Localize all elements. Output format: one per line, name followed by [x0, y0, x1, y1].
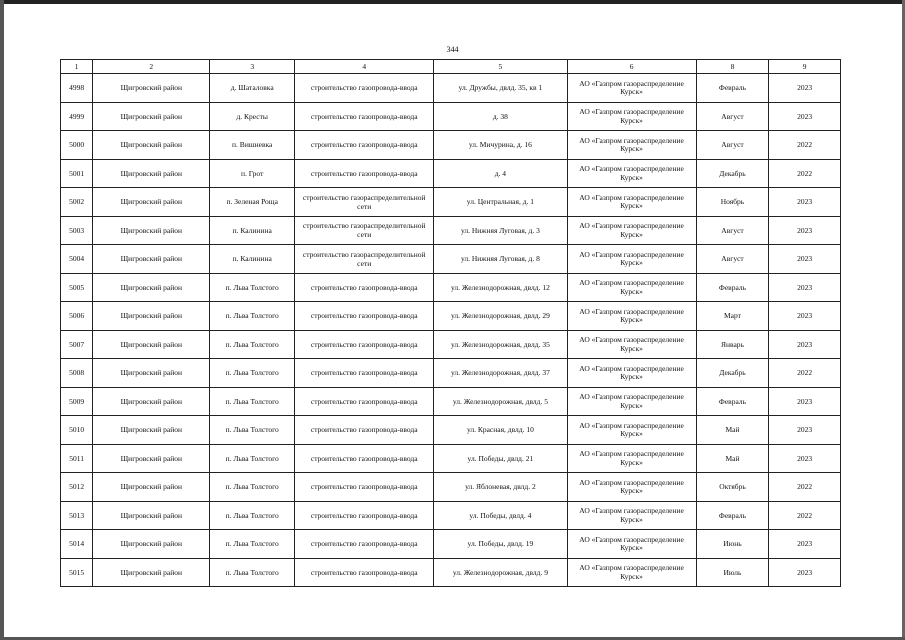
- row-number-cell: 5002: [61, 188, 93, 217]
- table-row: [61, 188, 841, 217]
- month-cell: Февраль: [696, 387, 769, 416]
- address-cell: ул. Железнодорожная, двлд. 37: [434, 359, 567, 388]
- work-type-cell: строительство газопровода-ввода: [295, 74, 434, 103]
- district-cell: Щигровский район: [93, 416, 210, 445]
- header-col-1: 1: [61, 60, 93, 74]
- month-cell: Август: [696, 216, 769, 245]
- year-cell: 2022: [769, 473, 841, 502]
- page-number: 344: [446, 45, 459, 54]
- owner-cell: АО «Газпром газораспределение Курск»: [567, 102, 696, 131]
- year-cell: 2023: [769, 216, 841, 245]
- month-cell: Октябрь: [696, 473, 769, 502]
- owner-cell: АО «Газпром газораспределение Курск»: [567, 159, 696, 188]
- district-cell: Щигровский район: [93, 473, 210, 502]
- address-cell: ул. Победы, двлд. 21: [434, 444, 567, 473]
- settlement-cell: д. Кресты: [210, 102, 295, 131]
- table-row: [61, 245, 841, 274]
- month-cell: Май: [696, 416, 769, 445]
- month-cell: Июль: [696, 558, 769, 587]
- address-cell: ул. Центральная, д. 1: [434, 188, 567, 217]
- header-col-2: 2: [93, 60, 210, 74]
- row-number-cell: 5001: [61, 159, 93, 188]
- address-cell: ул. Победы, двлд. 4: [434, 501, 567, 530]
- row-number-cell: 5013: [61, 501, 93, 530]
- address-cell: ул. Нижняя Луговая, д. 3: [434, 216, 567, 245]
- row-number-cell: 5015: [61, 558, 93, 587]
- month-cell: Февраль: [696, 273, 769, 302]
- year-cell: 2022: [769, 131, 841, 160]
- address-cell: ул. Нижняя Луговая, д. 8: [434, 245, 567, 274]
- district-cell: Щигровский район: [93, 159, 210, 188]
- district-cell: Щигровский район: [93, 302, 210, 331]
- year-cell: 2023: [769, 302, 841, 331]
- month-cell: Февраль: [696, 501, 769, 530]
- header-col-9: 9: [769, 60, 841, 74]
- settlement-cell: п. Льва Толстого: [210, 558, 295, 587]
- year-cell: 2022: [769, 159, 841, 188]
- scan-border-top: [0, 0, 905, 4]
- month-cell: Февраль: [696, 74, 769, 103]
- table-row: [61, 530, 841, 559]
- header-row: [61, 60, 841, 74]
- settlement-cell: д. Шаталовка: [210, 74, 295, 103]
- month-cell: Декабрь: [696, 359, 769, 388]
- owner-cell: АО «Газпром газораспределение Курск»: [567, 501, 696, 530]
- table-row: [61, 102, 841, 131]
- table-row: [61, 558, 841, 587]
- row-number-cell: 5010: [61, 416, 93, 445]
- owner-cell: АО «Газпром газораспределение Курск»: [567, 530, 696, 559]
- table-row: [61, 131, 841, 160]
- district-cell: Щигровский район: [93, 387, 210, 416]
- month-cell: Май: [696, 444, 769, 473]
- year-cell: 2023: [769, 188, 841, 217]
- settlement-cell: п. Льва Толстого: [210, 530, 295, 559]
- year-cell: 2023: [769, 245, 841, 274]
- address-cell: ул. Железнодорожная, двлд. 29: [434, 302, 567, 331]
- work-type-cell: строительство газораспределительной сети: [295, 188, 434, 217]
- table-row: [61, 302, 841, 331]
- table-row: [61, 416, 841, 445]
- row-number-cell: 5012: [61, 473, 93, 502]
- owner-cell: АО «Газпром газораспределение Курск»: [567, 359, 696, 388]
- row-number-cell: 5014: [61, 530, 93, 559]
- header-col-6: 6: [567, 60, 696, 74]
- work-type-cell: строительство газопровода-ввода: [295, 159, 434, 188]
- month-cell: Март: [696, 302, 769, 331]
- settlement-cell: п. Льва Толстого: [210, 387, 295, 416]
- address-cell: д. 4: [434, 159, 567, 188]
- work-type-cell: строительство газопровода-ввода: [295, 302, 434, 331]
- gasification-table: [60, 59, 841, 587]
- owner-cell: АО «Газпром газораспределение Курск»: [567, 444, 696, 473]
- address-cell: ул. Железнодорожная, двлд. 35: [434, 330, 567, 359]
- row-number-cell: 5003: [61, 216, 93, 245]
- district-cell: Щигровский район: [93, 245, 210, 274]
- table-row: [61, 444, 841, 473]
- work-type-cell: строительство газопровода-ввода: [295, 501, 434, 530]
- year-cell: 2023: [769, 530, 841, 559]
- row-number-cell: 5004: [61, 245, 93, 274]
- year-cell: 2023: [769, 273, 841, 302]
- owner-cell: АО «Газпром газораспределение Курск»: [567, 387, 696, 416]
- year-cell: 2022: [769, 359, 841, 388]
- row-number-cell: 5005: [61, 273, 93, 302]
- address-cell: ул. Яблоневая, двлд. 2: [434, 473, 567, 502]
- table-row: [61, 273, 841, 302]
- owner-cell: АО «Газпром газораспределение Курск»: [567, 188, 696, 217]
- owner-cell: АО «Газпром газораспределение Курск»: [567, 330, 696, 359]
- year-cell: 2023: [769, 387, 841, 416]
- month-cell: Ноябрь: [696, 188, 769, 217]
- settlement-cell: п. Льва Толстого: [210, 444, 295, 473]
- row-number-cell: 4998: [61, 74, 93, 103]
- table-row: [61, 159, 841, 188]
- work-type-cell: строительство газопровода-ввода: [295, 387, 434, 416]
- table-header: [61, 60, 841, 74]
- work-type-cell: строительство газопровода-ввода: [295, 131, 434, 160]
- year-cell: 2023: [769, 330, 841, 359]
- district-cell: Щигровский район: [93, 558, 210, 587]
- owner-cell: АО «Газпром газораспределение Курск»: [567, 473, 696, 502]
- settlement-cell: п. Льва Толстого: [210, 501, 295, 530]
- settlement-cell: п. Калинина: [210, 216, 295, 245]
- year-cell: 2023: [769, 444, 841, 473]
- month-cell: Август: [696, 131, 769, 160]
- table-row: [61, 74, 841, 103]
- district-cell: Щигровский район: [93, 188, 210, 217]
- year-cell: 2023: [769, 74, 841, 103]
- table-row: [61, 501, 841, 530]
- work-type-cell: строительство газопровода-ввода: [295, 444, 434, 473]
- owner-cell: АО «Газпром газораспределение Курск»: [567, 245, 696, 274]
- row-number-cell: 5008: [61, 359, 93, 388]
- settlement-cell: п. Зеленая Роща: [210, 188, 295, 217]
- district-cell: Щигровский район: [93, 102, 210, 131]
- month-cell: Декабрь: [696, 159, 769, 188]
- row-number-cell: 5009: [61, 387, 93, 416]
- header-col-3: 3: [210, 60, 295, 74]
- settlement-cell: п. Вишневка: [210, 131, 295, 160]
- district-cell: Щигровский район: [93, 530, 210, 559]
- district-cell: Щигровский район: [93, 131, 210, 160]
- table-row: [61, 359, 841, 388]
- year-cell: 2023: [769, 558, 841, 587]
- address-cell: ул. Красная, двлд. 10: [434, 416, 567, 445]
- work-type-cell: строительство газопровода-ввода: [295, 273, 434, 302]
- district-cell: Щигровский район: [93, 359, 210, 388]
- row-number-cell: 4999: [61, 102, 93, 131]
- table-body: [61, 74, 841, 587]
- work-type-cell: строительство газопровода-ввода: [295, 416, 434, 445]
- table-row: [61, 330, 841, 359]
- work-type-cell: строительство газопровода-ввода: [295, 359, 434, 388]
- header-col-8: 8: [696, 60, 769, 74]
- scan-border-left: [0, 0, 4, 640]
- header-col-4: 4: [295, 60, 434, 74]
- settlement-cell: п. Калинина: [210, 245, 295, 274]
- settlement-cell: п. Льва Толстого: [210, 473, 295, 502]
- owner-cell: АО «Газпром газораспределение Курск»: [567, 558, 696, 587]
- month-cell: Январь: [696, 330, 769, 359]
- month-cell: Август: [696, 102, 769, 131]
- work-type-cell: строительство газопровода-ввода: [295, 473, 434, 502]
- address-cell: ул. Железнодорожная, двлд. 12: [434, 273, 567, 302]
- work-type-cell: строительство газопровода-ввода: [295, 558, 434, 587]
- header-col-5: 5: [434, 60, 567, 74]
- district-cell: Щигровский район: [93, 74, 210, 103]
- table-row: [61, 473, 841, 502]
- year-cell: 2023: [769, 102, 841, 131]
- address-cell: ул. Железнодорожная, двлд. 5: [434, 387, 567, 416]
- settlement-cell: п. Льва Толстого: [210, 359, 295, 388]
- district-cell: Щигровский район: [93, 330, 210, 359]
- settlement-cell: п. Льва Толстого: [210, 330, 295, 359]
- district-cell: Щигровский район: [93, 273, 210, 302]
- owner-cell: АО «Газпром газораспределение Курск»: [567, 74, 696, 103]
- work-type-cell: строительство газораспределительной сети: [295, 245, 434, 274]
- district-cell: Щигровский район: [93, 216, 210, 245]
- work-type-cell: строительство газопровода-ввода: [295, 102, 434, 131]
- work-type-cell: строительство газопровода-ввода: [295, 530, 434, 559]
- work-type-cell: строительство газопровода-ввода: [295, 330, 434, 359]
- year-cell: 2023: [769, 416, 841, 445]
- address-cell: ул. Железнодорожная, двлд. 9: [434, 558, 567, 587]
- owner-cell: АО «Газпром газораспределение Курск»: [567, 216, 696, 245]
- district-cell: Щигровский район: [93, 444, 210, 473]
- settlement-cell: п. Льва Толстого: [210, 416, 295, 445]
- work-type-cell: строительство газораспределительной сети: [295, 216, 434, 245]
- address-cell: д. 38: [434, 102, 567, 131]
- owner-cell: АО «Газпром газораспределение Курск»: [567, 131, 696, 160]
- row-number-cell: 5007: [61, 330, 93, 359]
- settlement-cell: п. Льва Толстого: [210, 273, 295, 302]
- month-cell: Август: [696, 245, 769, 274]
- settlement-cell: п. Льва Толстого: [210, 302, 295, 331]
- address-cell: ул. Дружбы, двлд. 35, кв 1: [434, 74, 567, 103]
- owner-cell: АО «Газпром газораспределение Курск»: [567, 416, 696, 445]
- district-cell: Щигровский район: [93, 501, 210, 530]
- year-cell: 2022: [769, 501, 841, 530]
- row-number-cell: 5000: [61, 131, 93, 160]
- settlement-cell: п. Грот: [210, 159, 295, 188]
- owner-cell: АО «Газпром газораспределение Курск»: [567, 273, 696, 302]
- row-number-cell: 5006: [61, 302, 93, 331]
- address-cell: ул. Мичурина, д. 16: [434, 131, 567, 160]
- table-row: [61, 216, 841, 245]
- table-row: [61, 387, 841, 416]
- month-cell: Июнь: [696, 530, 769, 559]
- row-number-cell: 5011: [61, 444, 93, 473]
- address-cell: ул. Победы, двлд. 19: [434, 530, 567, 559]
- owner-cell: АО «Газпром газораспределение Курск»: [567, 302, 696, 331]
